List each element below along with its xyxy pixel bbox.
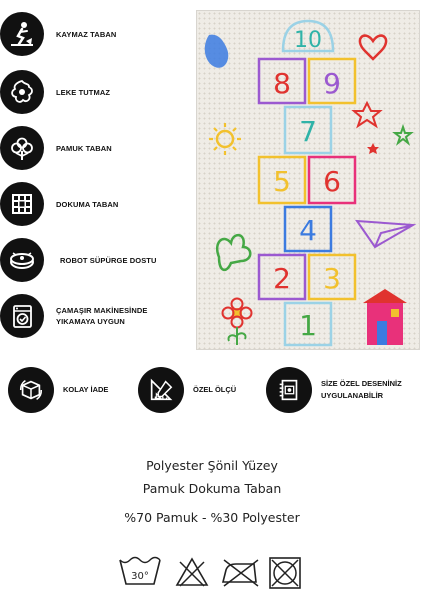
number-10: 10 — [294, 28, 322, 53]
number-9: 9 — [323, 67, 341, 100]
flower-drawing — [223, 299, 252, 346]
woven-pattern-icon — [0, 182, 44, 226]
feature-ozel-olcu — [138, 367, 236, 413]
small-star-drawing — [367, 143, 379, 154]
feature-label-line2: YIKAMAYA UYGUN — [56, 317, 125, 326]
blue-scribble — [205, 35, 229, 68]
washing-machine-icon — [0, 294, 44, 338]
robot-vacuum-icon — [0, 238, 44, 282]
custom-pattern-icon — [266, 367, 312, 413]
feature-kolay-iade — [8, 367, 108, 413]
feature-label: ÖZEL ÖLÇÜ — [193, 385, 237, 394]
no-bleach-icon — [174, 556, 210, 593]
wash-temp-label: 30° — [131, 571, 149, 582]
material-backing-text: Pamuk Dokuma Taban — [142, 481, 282, 496]
wash-30-icon — [118, 556, 162, 593]
feature-label: ROBOT SÜPÜRGE DOSTU — [60, 255, 157, 265]
green-plant-drawing — [217, 235, 250, 270]
feature-label: PAMUK TABAN — [56, 143, 112, 153]
stain-splash-icon — [0, 70, 44, 114]
number-1: 1 — [299, 309, 317, 342]
composition-text: %70 Pamuk - %30 Polyester — [124, 510, 300, 525]
feature-leke-tutmaz — [0, 70, 110, 114]
feature-pamuk-taban — [0, 126, 112, 170]
feature-label-group — [56, 305, 148, 327]
number-2: 2 — [273, 262, 291, 295]
feature-dokuma-taban — [0, 182, 118, 226]
feature-kaymaz-taban — [0, 12, 116, 56]
slip-warning-icon — [0, 12, 44, 56]
number-8: 8 — [273, 67, 291, 100]
feature-label-line1: SİZE ÖZEL DESENİNİZ — [321, 379, 402, 388]
paper-plane-drawing — [357, 221, 413, 247]
heart-drawing — [360, 36, 386, 59]
green-star-drawing — [395, 127, 411, 143]
number-3: 3 — [323, 262, 341, 295]
feature-label-group — [321, 378, 402, 402]
number-7: 7 — [299, 115, 317, 148]
house-drawing — [363, 289, 407, 345]
no-iron-icon — [220, 556, 262, 593]
sun-drawing — [209, 123, 241, 155]
hopscotch-rug-image — [196, 10, 420, 350]
red-star-drawing — [354, 103, 380, 126]
feature-label: KOLAY İADE — [63, 385, 109, 394]
no-tumble-dry-icon — [268, 556, 302, 595]
number-4: 4 — [299, 214, 317, 247]
feature-label: LEKE TUTMAZ — [56, 87, 111, 97]
custom-size-ruler-icon — [138, 367, 184, 413]
feature-robot-supurge — [0, 238, 157, 282]
feature-label: DOKUMA TABAN — [56, 199, 119, 209]
feature-camasir-makinesi — [0, 294, 148, 338]
cotton-flower-icon — [0, 126, 44, 170]
number-6: 6 — [323, 165, 341, 198]
number-5: 5 — [273, 165, 291, 198]
hopscotch-drawing — [197, 11, 419, 349]
material-surface-text: Polyester Şönil Yüzey — [146, 458, 278, 473]
easy-return-box-icon — [8, 367, 54, 413]
feature-label-line1: ÇAMAŞIR MAKİNESİNDE — [56, 306, 148, 315]
feature-size-ozel-desen — [266, 367, 402, 413]
feature-label: KAYMAZ TABAN — [56, 29, 117, 39]
feature-label-line2: UYGULANABİLİR — [321, 391, 384, 400]
